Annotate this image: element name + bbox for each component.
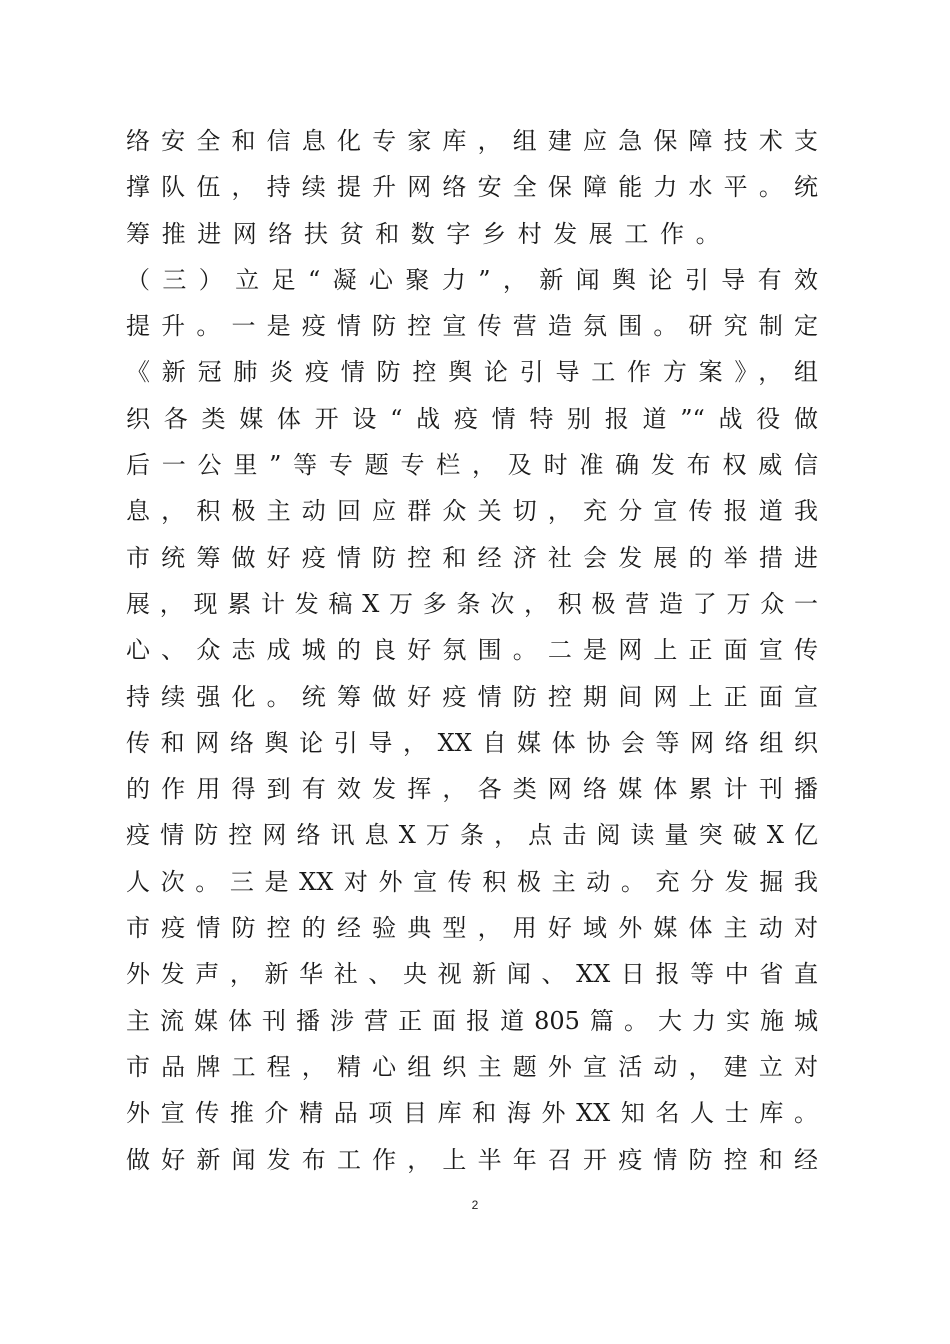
text-line: 疫情防控网络讯息X万条，点击阅读量突破X亿 — [126, 821, 818, 850]
text-line: 人次。三是XX对外宣传积极主动。充分发掘我 — [126, 867, 818, 896]
section-heading-line: （三）立足“凝心聚力”，新闻舆论引导有效 — [126, 265, 818, 294]
text-line: 撑队伍，持续提升网络安全保障能力水平。统 — [126, 173, 818, 202]
text-line: 外发声，新华社、央视新闻、XX日报等中省直 — [126, 960, 818, 989]
text-line: 络安全和信息化专家库，组建应急保障技术支 — [126, 127, 818, 155]
body-text — [126, 118, 818, 1183]
text-line: 的作用得到有效发挥，各类网络媒体累计刊播 — [126, 775, 818, 804]
text-line: 息，积极主动回应群众关切，充分宣传报道我 — [126, 497, 818, 526]
text-line: 筹推进网络扶贫和数字乡村发展工作。 — [126, 219, 732, 248]
text-line: 心、众志成城的良好氛围。二是网上正面宣传 — [126, 636, 818, 665]
text-line: 市统筹做好疫情防控和经济社会发展的举措进 — [126, 543, 818, 572]
text-line: 织各类媒体开设“战疫情特别报道”“战役做 — [126, 404, 818, 433]
text-line: 《新冠肺炎疫情防控舆论引导工作方案》，组 — [126, 358, 818, 387]
text-line: 外宣传推介精品项目库和海外XX知名人士库。 — [126, 1099, 818, 1128]
text-line: 展，现累计发稿X万多条次，积极营造了万众一 — [126, 589, 818, 618]
text-line: 做好新闻发布工作，上半年召开疫情防控和经 — [126, 1145, 818, 1174]
text-line: 市品牌工程，精心组织主题外宣活动，建立对 — [126, 1052, 818, 1081]
page-number: 2 — [471, 1198, 479, 1212]
text-line: 持续强化。统筹做好疫情防控期间网上正面宣 — [126, 682, 818, 711]
text-line: 提升。一是疫情防控宣传营造氛围。研究制定 — [126, 312, 818, 341]
text-line: 市疫情防控的经验典型，用好域外媒体主动对 — [126, 914, 818, 943]
text-line: 主流媒体刊播涉营正面报道805篇。大力实施城 — [126, 1006, 818, 1035]
text-line: 传和网络舆论引导，XX自媒体协会等网络组织 — [126, 728, 818, 757]
text-line: 后一公里”等专题专栏，及时准确发布权威信 — [126, 451, 818, 480]
